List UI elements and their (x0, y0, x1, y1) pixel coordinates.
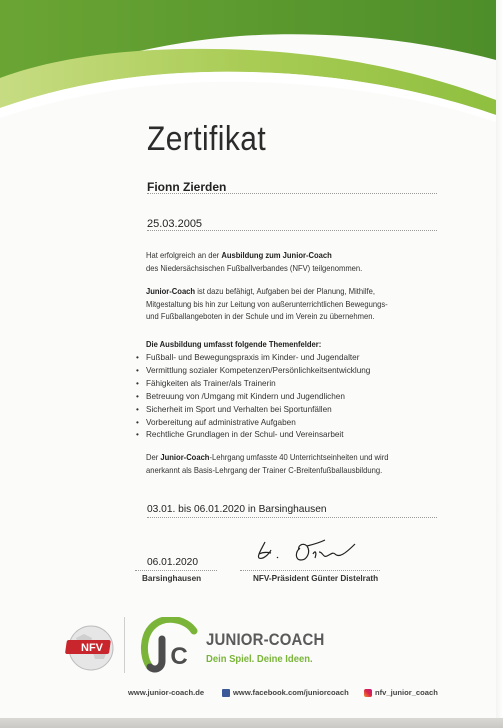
instagram-icon (364, 689, 372, 697)
topics-heading-text: Die Ausbildung umfasst folgende Themenfelder: (146, 340, 322, 349)
brand-name: JUNIOR-COACH (206, 630, 325, 649)
list-item: • Fähigkeiten als Trainer/als Trainerin (135, 378, 370, 391)
facebook-text: www.facebook.com/juniorcoach (233, 688, 349, 697)
course-info-line-2: anerkannt als Basis-Lehrgang der Trainer C-Breitenfußballausbildung. (146, 465, 383, 475)
list-item: • Betreuung von /Umgang mit Kindern und Jugendlichen (135, 391, 370, 404)
list-item: • Vorbereitung auf administrative Aufgaben (135, 417, 370, 430)
intro-course-name: Ausbildung zum Junior-Coach (221, 251, 332, 260)
date-line (135, 570, 217, 571)
qualification-line-1: ist dazu befähigt, Aufgaben bei der Planung, Mithilfe, (195, 287, 375, 296)
issue-date: 06.01.2020 (147, 557, 198, 568)
intro-text-pre: Hat erfolgreich an der (146, 251, 222, 260)
instagram-text: nfv_junior_coach (375, 688, 438, 697)
nfv-logo-text: NFV (81, 642, 103, 654)
course-info-paragraph (146, 452, 425, 477)
page-edge-bottom (0, 718, 503, 728)
jc-logo (140, 617, 202, 677)
list-item: • Sicherheit im Sport und Verhalten bei Sportunfällen (135, 404, 370, 417)
course-period: 03.01. bis 06.01.2020 in Barsinghausen (147, 504, 327, 515)
recipient-name: Fionn Zierden (147, 180, 227, 194)
instagram-link[interactable] (364, 688, 438, 697)
nfv-logo (62, 618, 122, 673)
header-swoosh (0, 0, 496, 190)
course-info-role: Junior-Coach (160, 453, 210, 462)
issue-place: Barsinghausen (142, 574, 202, 583)
website-link[interactable] (128, 688, 204, 697)
list-item: • Rechtliche Grundlagen in der Schul- und Vereinsarbeit (135, 429, 370, 442)
svg-text:C: C (170, 643, 188, 670)
facebook-icon (222, 689, 230, 697)
footer-divider (124, 617, 125, 673)
list-item: • Vermittlung sozialer Kompetenzen/Persönlichkeitsentwicklung (135, 365, 370, 378)
birthdate-line (147, 230, 437, 231)
qualification-role: Junior-Coach (146, 287, 196, 296)
intro-paragraph (146, 250, 425, 275)
qualification-line-3: und Fußballangeboten in der Schule und im Verein zu übernehmen. (146, 312, 375, 322)
name-line (147, 193, 437, 194)
signature-line (240, 570, 380, 571)
certificate-title: Zertifikat (147, 120, 267, 158)
topics-heading (146, 339, 425, 352)
topics-list (135, 352, 370, 442)
birth-date: 25.03.2005 (147, 218, 203, 230)
course-info-pre: Der (146, 453, 161, 462)
intro-text-post: des Niedersächsischen Fußballverbandes (NFV) teilgenommen. (146, 263, 363, 273)
qualification-paragraph (146, 286, 425, 324)
page-edge-right (496, 0, 503, 728)
website-text: www.junior-coach.de (128, 688, 205, 697)
facebook-link[interactable] (222, 688, 349, 697)
list-item: • Fußball- und Bewegungspraxis im Kinder- und Jugendalter (135, 352, 370, 365)
qualification-line-2: Mitgestaltung bis hin zur Leitung von außerunterrichtlichen Bewegungs- (146, 299, 388, 309)
period-line (147, 517, 437, 518)
brand-slogan: Dein Spiel. Deine Ideen. (206, 653, 313, 665)
signature (245, 530, 365, 570)
signatory-name: NFV-Präsident Günter Distelrath (253, 574, 379, 583)
course-info-line-1: -Lehrgang umfasste 40 Unterrichtseinheiten und wird (209, 453, 389, 462)
